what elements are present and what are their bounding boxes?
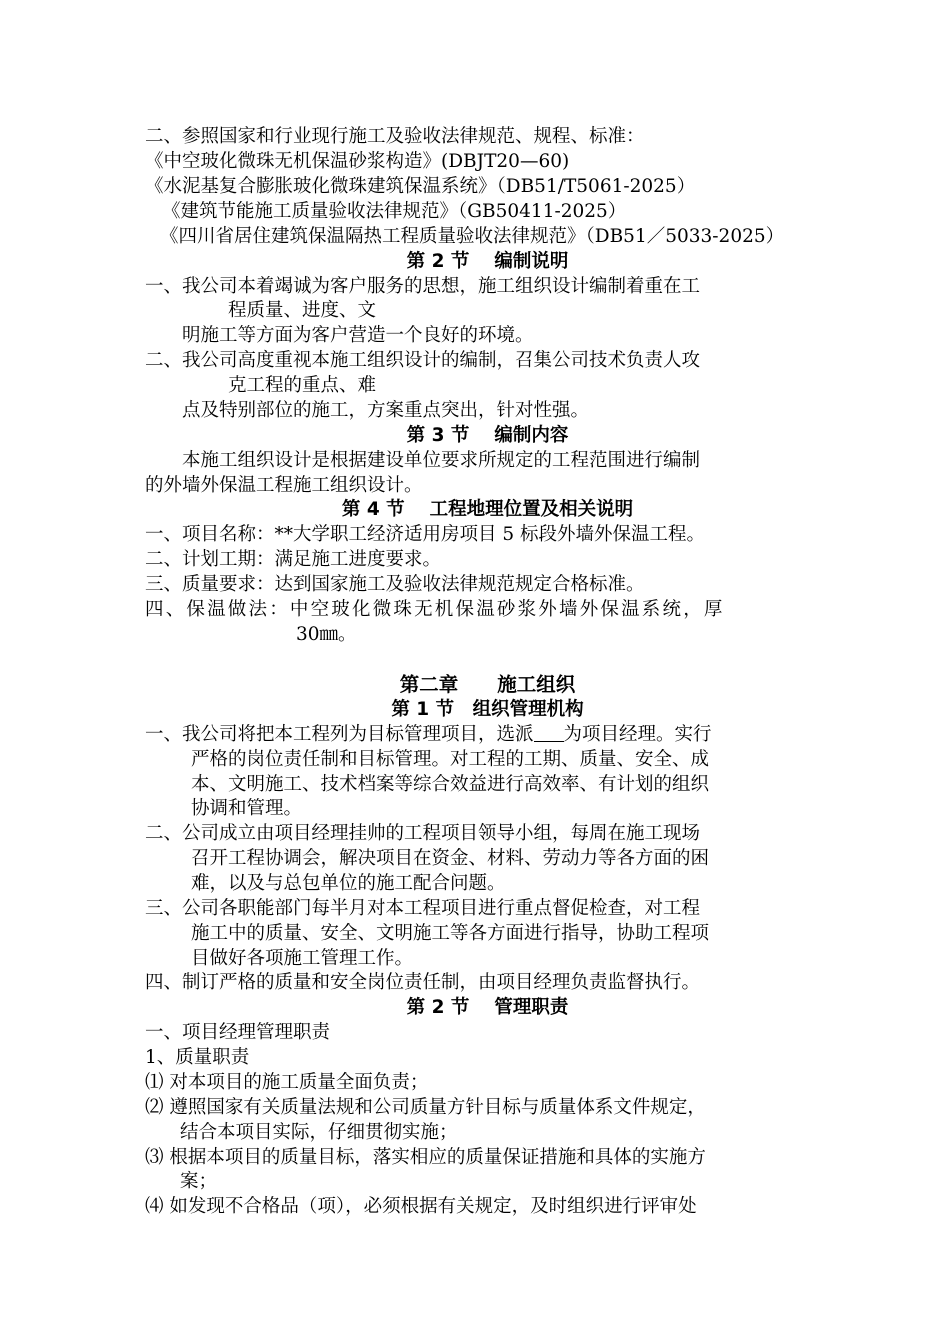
text-segment: 为项目经理。实行 [563,724,712,745]
text-line: 协调和管理。 [191,798,303,819]
text-line: 本、文明施工、技术档案等综合效益进行高效率、有计划的组织 [191,774,710,795]
section-heading: 第 2 节 编制说明 [406,251,569,272]
section-heading: 第 2 节 管理职责 [406,997,569,1018]
text-line: 三、公司各职能部门每半月对本工程项目进行重点督促检查，对工程 [145,898,701,919]
text-line: 二、我公司高度重视本施工组织设计的编制，召集公司技术负责人攻 [145,350,701,371]
text-line: 四、保温做法：中空玻化微珠无机保温砂浆外墙外保温系统，厚 [145,599,725,620]
text-line: 《建筑节能施工质量验收法律规范》（GB50411-2025） [162,201,627,222]
list-item: ⑵ 遵照国家有关质量法规和公司质量方针目标与质量体系文件规定， [145,1097,706,1118]
manager-name-blank [534,723,564,742]
text-line: 施工中的质量、安全、文明施工等各方面进行指导，协助工程项 [191,923,710,944]
text-line: 点及特别部位的施工，方案重点突出，针对性强。 [182,400,590,421]
text-line: 目做好各项施工管理工作。 [191,948,414,969]
text-segment: 一、我公司将把本工程列为目标管理项目，选派 [145,724,534,745]
list-item: ⑴ 对本项目的施工质量全面负责； [145,1072,429,1093]
text-line: 《四川省居住建筑保温隔热工程质量验收法律规范》（DB51／5033-2025） [160,226,785,247]
text-line: 二、计划工期：满足施工进度要求。 [145,549,442,570]
text-line: 严格的岗位责任制和目标管理。对工程的工期、质量、安全、成 [191,749,710,770]
list-item: ⑶ 根据本项目的质量目标，落实相应的质量保证措施和具体的实施方 [145,1147,706,1168]
text-line: 的外墙外保温工程施工组织设计。 [145,475,423,496]
text-line: 难，以及与总包单位的施工配合问题。 [191,873,506,894]
text-line [145,722,712,748]
text-line: 召开工程协调会，解决项目在资金、材料、劳动力等各方面的困 [191,848,710,869]
text-line: 《水泥基复合膨胀玻化微珠建筑保温系统》（DB51/T5061-2025） [145,176,696,197]
text-line: 四、制订严格的质量和安全岗位责任制，由项目经理负责监督执行。 [145,972,701,993]
text-line: 一、我公司本着竭诚为客户服务的思想，施工组织设计编制着重在工 [145,276,701,297]
list-item: ⑷ 如发现不合格品（项），必须根据有关规定，及时组织进行评审处 [145,1196,697,1217]
chapter-heading: 第二章 施工组织 [399,673,576,696]
text-line: 二、公司成立由项目经理挂帅的工程项目领导小组，每周在施工现场 [145,823,701,844]
text-line: 克工程的重点、难 [228,375,377,396]
text-line: 三、质量要求：达到国家施工及验收法律规范规定合格标准。 [145,574,645,595]
text-line: 30㎜。 [296,624,357,645]
section-heading: 第 1 节 组织管理机构 [391,699,584,720]
text-line: 一、项目名称：**大学职工经济适用房项目 5 标段外墙外保温工程。 [145,524,706,545]
text-line: 二、参照国家和行业现行施工及验收法律规范、规程、标准： [145,126,645,147]
text-line: 程质量、进度、文 [228,300,377,321]
text-line: 本施工组织设计是根据建设单位要求所规定的工程范围进行编制 [182,450,701,471]
text-line: 案； [180,1171,218,1192]
text-line: 一、项目经理管理职责 [145,1022,331,1043]
text-line: 结合本项目实际，仔细贯彻实施； [180,1122,458,1143]
text-line: 1、质量职责 [145,1047,250,1068]
section-heading: 第 4 节 工程地理位置及相关说明 [341,499,634,520]
text-line: 明施工等方面为客户营造一个良好的环境。 [182,325,534,346]
section-heading: 第 3 节 编制内容 [406,425,569,446]
text-line: 《中空玻化微珠无机保温砂浆构造》(DBJT20—60) [145,151,570,172]
